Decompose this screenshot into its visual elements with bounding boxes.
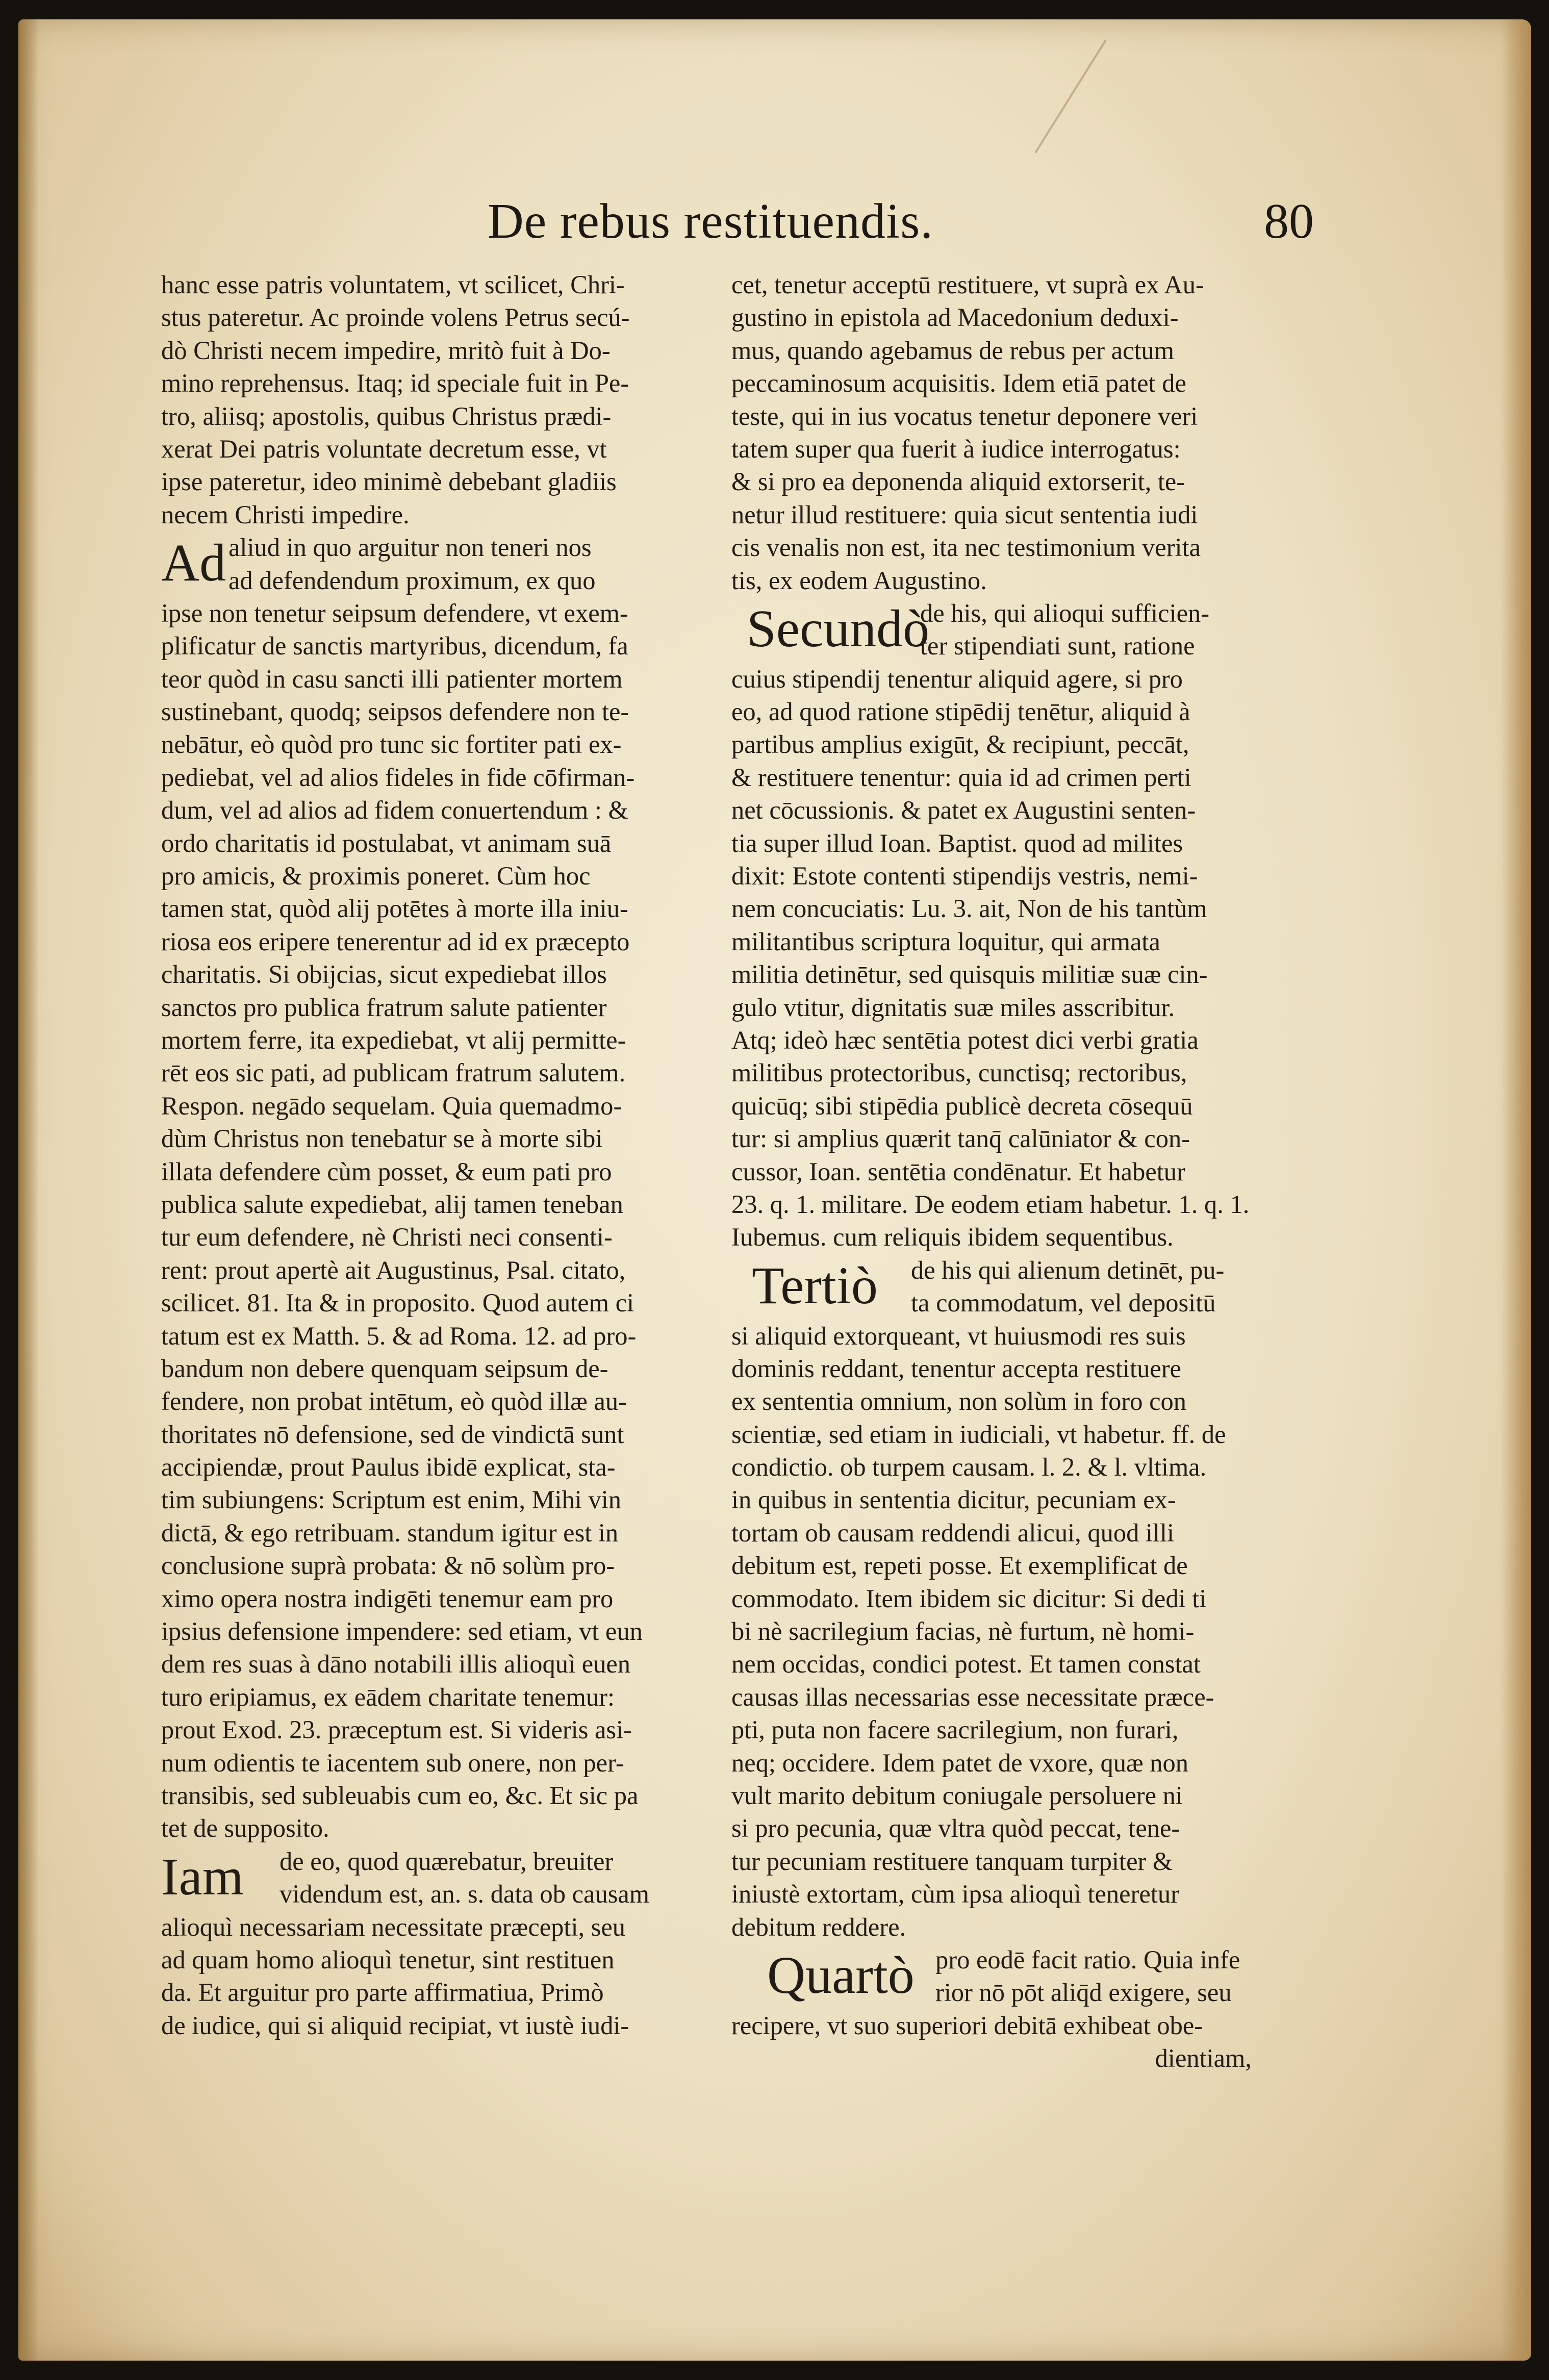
book-page <box>18 19 1531 2361</box>
text-line: & si pro ea deponenda aliquid extorserit, te- <box>731 467 1185 496</box>
text-line: plificatur de sanctis martyribus, dicendum, fa <box>161 631 628 661</box>
text-line: bandum non debere quenquam seipsum de- <box>161 1354 608 1383</box>
text-line: mino reprehensus. Itaq; id speciale fuit in Pe- <box>161 369 629 398</box>
text-line: in quibus in sententia dicitur, pecuniam ex- <box>731 1485 1176 1514</box>
text-line: dictā, & ego retribuam. standum igitur est in <box>161 1518 619 1547</box>
text-line: tro, aliisq; apostolis, quibus Christus prædi- <box>161 401 612 431</box>
paragraph-opening-iam <box>161 1845 681 1911</box>
text-line: si pro pecunia, quæ vltra quòd peccat, tene- <box>731 1814 1180 1843</box>
text-line: quicūq; sibi stipēdia publicè decreta cōsequū <box>731 1091 1193 1120</box>
text-line: Iubemus. cum reliquis ibidem sequentibus. <box>731 1223 1174 1252</box>
text-line: accipiendæ, prout Paulus ibidē explicat, sta- <box>161 1453 616 1482</box>
text-line: neq; occidere. Idem patet de vxore, quæ non <box>731 1748 1189 1777</box>
text-line: dò Christi necem impedire, mritò fuit à Do- <box>161 336 611 365</box>
initial-word: Quartò <box>767 1945 915 2005</box>
text-line: tamen stat, quòd alij potētes à morte illa iniu- <box>161 894 628 923</box>
text-line: tim subiungens: Scriptum est enim, Mihi vin <box>161 1485 621 1514</box>
text-line: charitatis. Si obijcias, sicut expediebat illos <box>161 960 607 989</box>
text-line: cuius stipendij tenentur aliquid agere, si pro <box>731 664 1183 693</box>
text-line: scientiæ, sed etiam in iudiciali, vt habetur. ff. de <box>731 1420 1226 1449</box>
text-line: dixit: Estote contenti stipendijs vestris, nemi- <box>731 862 1198 891</box>
text-line: bi nè sacrilegium facias, nè furtum, nè homi- <box>731 1617 1195 1646</box>
text-line: da. Et arguitur pro parte affirmatiua, Primò <box>161 1978 604 2007</box>
text-line: de iudice, qui si aliquid recipiat, vt iustè iudi- <box>161 2011 629 2040</box>
text-line: num odientis te iacentem sub onere, non per- <box>161 1748 624 1777</box>
text-line: eo, ad quod ratione stipēdij tenētur, aliquid à <box>731 697 1190 726</box>
text-line: riosa eos eripere tenerentur ad id ex præcepto <box>161 927 630 956</box>
text-line: net cōcussionis. & patet ex Augustini senten- <box>731 796 1196 825</box>
text-line: scilicet. 81. Ita & in proposito. Quod autem ci <box>161 1288 634 1318</box>
text-line: ad defendendum proximum, ex quo <box>228 566 596 595</box>
text-line: tatem super qua fuerit à iudice interrogatus: <box>731 434 1181 463</box>
paragraph-opening-quarto <box>731 1943 1252 2009</box>
paper-crease <box>1034 40 1106 154</box>
text-line: rior nō pōt aliq̄d exigere, seu <box>935 1978 1232 2007</box>
initial-word: Iam <box>161 1847 244 1906</box>
text-line: commodato. Item ibidem sic dicitur: Si dedi ti <box>731 1584 1207 1613</box>
text-line: tortam ob causam reddendi alicui, quod illi <box>731 1518 1175 1547</box>
text-line: pro eodē facit ratio. Quia infe <box>935 1945 1240 1974</box>
text-line: tur eum defendere, nè Christi neci consenti- <box>161 1223 613 1252</box>
catchword-line: dientiam, <box>1155 2044 1252 2073</box>
text-line: iniustè extortam, cùm ipsa alioquì teneretur <box>731 1880 1179 1909</box>
running-head: De rebus restituendis. <box>488 194 933 249</box>
text-line: tis, ex eodem Augustino. <box>731 566 987 595</box>
page-edge-shadow-right <box>1501 19 1531 2361</box>
text-line: pediebat, vel ad alios fideles in fide cōfirman- <box>161 763 635 792</box>
text-line: dùm Christus non tenebatur se à morte sibi <box>161 1124 603 1153</box>
text-line: gulo vtitur, dignitatis suæ miles asscribitur. <box>731 993 1175 1022</box>
text-line: gustino in epistola ad Macedonium deduxi- <box>731 303 1179 332</box>
text-line: ter stipendiati sunt, ratione <box>920 631 1195 661</box>
text-line: tur pecuniam restituere tanquam turpiter & <box>731 1846 1173 1876</box>
text-line: hanc esse patris voluntatem, vt scilicet, Chri- <box>161 270 625 299</box>
text-line: sanctos pro publica fratrum salute patienter <box>161 993 607 1022</box>
right-column <box>731 268 1252 2075</box>
text-line: necem Christi impedire. <box>161 500 410 529</box>
initial-word: Secundò <box>747 599 930 658</box>
text-line: turo eripiamus, ex eādem charitate tenemur: <box>161 1682 615 1711</box>
text-line: cis venalis non est, ita nec testimonium verita <box>731 533 1201 562</box>
text-line: ipse non tenetur seipsum defendere, vt exem- <box>161 598 628 627</box>
text-line: transibis, sed subleuabis cum eo, &c. Et sic pa <box>161 1781 639 1810</box>
text-line: cet, tenetur acceptū restituere, vt suprà ex Au- <box>731 270 1204 299</box>
text-line: sustinebant, quodq; seipsos defendere non te- <box>161 697 629 726</box>
text-line: teste, qui in ius vocatus tenetur deponere veri <box>731 401 1198 431</box>
paragraph-opening-ad <box>161 531 681 597</box>
text-line: mortem ferre, ita expediebat, vt alij permitte- <box>161 1026 626 1054</box>
text-line: dem res suas à dāno notabili illis alioquì euen <box>161 1650 631 1679</box>
text-line: mus, quando agebamus de rebus per actum <box>731 336 1175 365</box>
text-line: dum, vel ad alios ad fidem conuertendum : & <box>161 796 628 825</box>
text-line: illata defendere cùm posset, & eum pati pro <box>161 1157 612 1186</box>
text-line: cussor, Ioan. sentētia condēnatur. Et habetur <box>731 1157 1185 1186</box>
initial-word: Ad <box>161 534 226 593</box>
text-line: Respon. negādo sequelam. Quia quemadmo- <box>161 1091 622 1120</box>
text-line: xerat Dei patris voluntate decretum esse, vt <box>161 434 607 463</box>
text-line: nebātur, eò quòd pro tunc sic fortiter pati ex- <box>161 730 622 759</box>
text-line: nem concuciatis: Lu. 3. ait, Non de his tantùm <box>731 894 1207 923</box>
text-line: militia detinētur, sed quisquis militiæ suæ cin- <box>731 960 1208 989</box>
text-line: si aliquid extorqueant, vt huiusmodi res suis <box>731 1321 1186 1350</box>
text-line: ordo charitatis id postulabat, vt animam suā <box>161 828 612 857</box>
text-line: condictio. ob turpem causam. l. 2. & l. vltima. <box>731 1453 1207 1482</box>
text-line: prout Exod. 23. præceptum est. Si videris asi- <box>161 1715 632 1744</box>
text-line: de his qui alienum detinēt, pu- <box>911 1255 1225 1284</box>
text-line: pti, puta non facere sacrilegium, non furari, <box>731 1715 1179 1744</box>
text-line: rent: prout apertè ait Augustinus, Psal. citato, <box>161 1255 626 1284</box>
text-line: stus pateretur. Ac proinde volens Petrus secú- <box>161 303 630 332</box>
page-edge-shadow-left <box>18 19 39 2361</box>
text-line: tatum est ex Matth. 5. & ad Roma. 12. ad pro- <box>161 1321 637 1350</box>
text-line: teor quòd in casu sancti illi patienter mortem <box>161 664 623 693</box>
text-line: tur: si amplius quærit tanq̄ calūniator & con- <box>731 1124 1190 1153</box>
text-line: ipse pateretur, ideo minimè debebant gladiis <box>161 467 617 496</box>
text-line: peccaminosum acquisitis. Idem etiā patet de <box>731 369 1186 398</box>
text-line: ximo opera nostra indigēti tenemur eam pro <box>161 1584 614 1613</box>
text-line: militibus protectoribus, cunctisq; rectoribus, <box>731 1058 1187 1087</box>
paragraph-opening-secundo <box>731 597 1252 663</box>
text-line: thoritates nō defensione, sed de vindictā sunt <box>161 1420 624 1449</box>
text-line: nem occidas, condici potest. Et tamen constat <box>731 1650 1201 1679</box>
text-line: 23. q. 1. militare. De eodem etiam habetur. 1. q. 1. <box>731 1189 1250 1219</box>
text-line: recipere, vt suo superiori debitā exhibeat obe- <box>731 2011 1203 2040</box>
text-line: de his, qui alioqui sufficien- <box>920 598 1210 627</box>
text-line: netur illud restituere: quia sicut sententia iudi <box>731 500 1198 529</box>
initial-word: Tertiò <box>752 1256 878 1315</box>
text-line: de eo, quod quærebatur, breuiter <box>280 1846 614 1876</box>
left-column <box>161 268 681 2042</box>
text-line: & restituere tenentur: quia id ad crimen perti <box>731 763 1191 792</box>
text-line: videndum est, an. s. data ob causam <box>280 1880 650 1909</box>
text-line: fendere, non probat intētum, eò quòd illæ au- <box>161 1387 627 1416</box>
text-line: partibus amplius exigūt, & recipiunt, peccāt, <box>731 730 1189 759</box>
text-line: dominis reddant, tenentur accepta restituere <box>731 1354 1181 1383</box>
text-line: Atq; ideò hæc sentētia potest dici verbi gratia <box>731 1026 1199 1054</box>
text-line: publica salute expediebat, alij tamen teneban <box>161 1189 623 1219</box>
text-line: vult marito debitum coniugale persoluere ni <box>731 1781 1183 1810</box>
text-line: debitum est, repeti posse. Et exemplificat de <box>731 1551 1188 1580</box>
text-line: pro amicis, & proximis poneret. Cùm hoc <box>161 862 591 891</box>
text-line: aliud in quo arguitur non teneri nos <box>228 533 592 562</box>
text-line: alioquì necessariam necessitate præcepti, seu <box>161 1912 626 1941</box>
text-line: conclusione suprà probata: & nō solùm pro- <box>161 1551 615 1580</box>
text-line: ta commodatum, vel depositū <box>911 1288 1216 1318</box>
text-line: ad quam homo alioquì tenetur, sint restituen <box>161 1945 615 1974</box>
text-line: ipsius defensione impendere: sed etiam, vt eun <box>161 1617 643 1646</box>
paragraph-opening-tertio <box>731 1254 1252 1320</box>
text-line: rēt eos sic pati, ad publicam fratrum salutem. <box>161 1058 626 1087</box>
text-line: militantibus scriptura loquitur, qui armata <box>731 927 1160 956</box>
text-line: tia super illud Ioan. Baptist. quod ad milites <box>731 828 1183 857</box>
text-line: causas illas necessarias esse necessitate præce- <box>731 1682 1214 1711</box>
page-header <box>477 193 1314 259</box>
folio-number: 80 <box>1264 194 1314 249</box>
text-line: ex sententia omnium, non solùm in foro con <box>731 1387 1187 1416</box>
text-line: tet de supposito. <box>161 1814 329 1843</box>
text-line: debitum reddere. <box>731 1912 906 1941</box>
